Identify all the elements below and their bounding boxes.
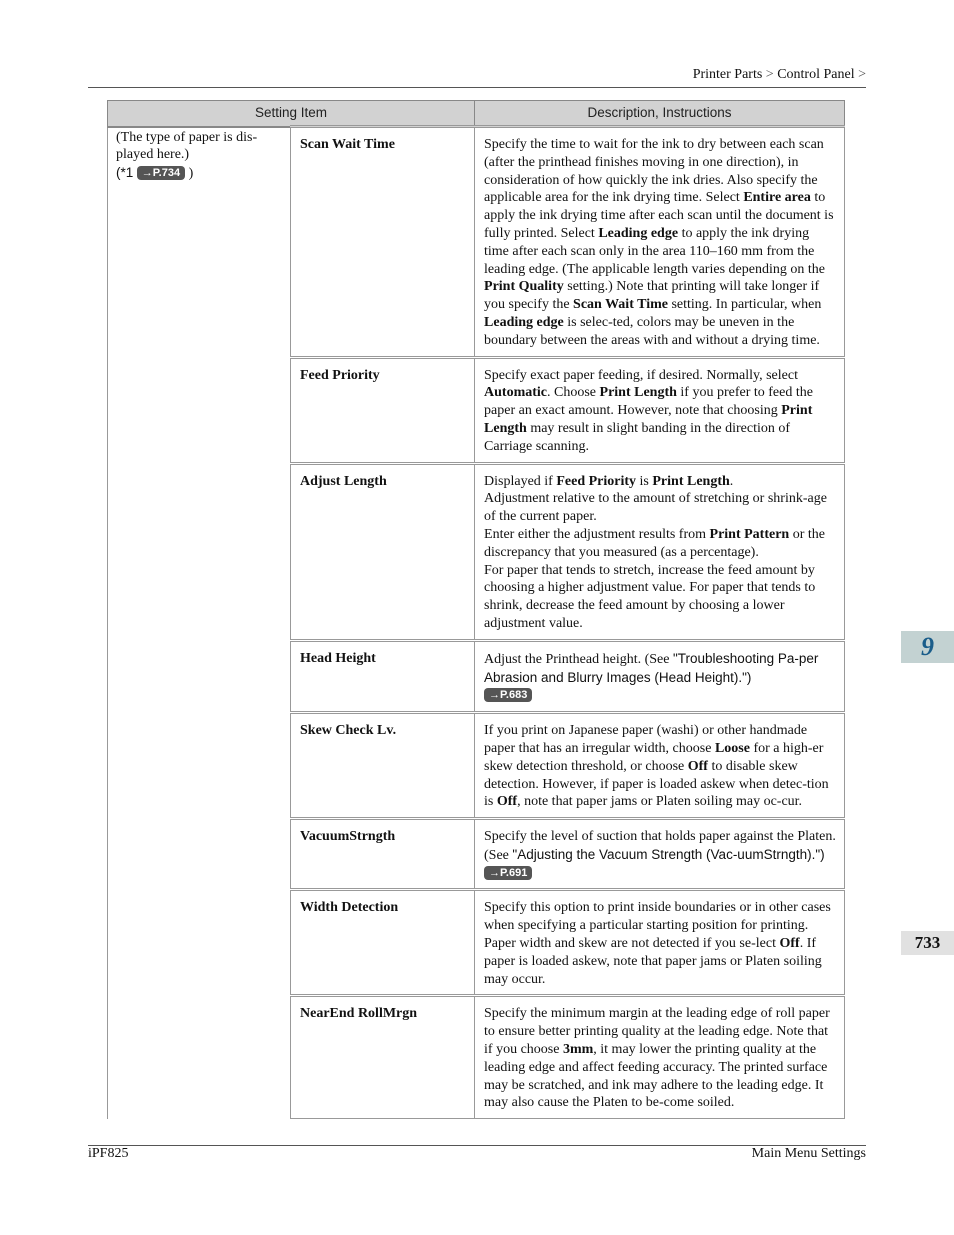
table-header-row <box>108 101 845 127</box>
breadcrumb-control-panel[interactable]: Control Panel <box>777 67 855 82</box>
setting-desc-feed-priority <box>475 357 845 463</box>
option-3mm: 3mm <box>562 1042 594 1058</box>
option-print-length: Print Length <box>484 403 813 436</box>
option-off: Off <box>496 794 518 810</box>
page-ref-badge[interactable]: →P.734 <box>137 166 185 180</box>
desc-line: For paper that tends to stretch, increase the feed amount by choosing a higher adjustment value. For paper that tends to shrink, decrease the feed amount by choosing a lower adjustment value. <box>484 562 816 631</box>
setting-name-scan-wait-time: Scan Wait Time <box>291 127 475 358</box>
setting-name-adjust-length: Adjust Length <box>291 463 475 640</box>
option-print-length: Print Length <box>652 473 730 489</box>
setting-feed-priority: Feed Priority <box>556 473 637 489</box>
breadcrumb <box>693 67 866 83</box>
desc-line <box>484 473 836 491</box>
setting-name-width-detection: Width Detection <box>291 890 475 996</box>
setting-desc-skew-check-lv <box>475 713 845 819</box>
column-header-setting-item: Setting Item <box>108 101 475 127</box>
page-ref-badge[interactable]: →P.683 <box>484 688 532 702</box>
note-prefix: (*1 <box>116 165 134 181</box>
table-row <box>108 127 845 358</box>
desc-text: Displayed if <box>484 473 557 489</box>
desc-text: Specify this option to print inside boundaries or in other cases when specifying a particular starting position for printing. Paper width and skew are not detected if you se-lect <box>484 900 831 952</box>
desc-text: to disable skew detection. However, if paper is loaded askew when detec-tion is <box>484 758 829 810</box>
desc-text: , it may lower the printing quality at the leading edge and affect feeding accuracy. The printed surface may be scratched, and ink may adhere to the leading edge. It may also cause the Platen to be-come soiled. <box>484 1042 828 1111</box>
option-print-pattern: Print Pattern <box>709 526 790 542</box>
option-loose: Loose <box>714 740 750 756</box>
desc-text: . <box>729 473 734 489</box>
paper-type-note <box>116 164 282 183</box>
desc-text: Specify exact paper feeding, if desired. Normally, select <box>484 367 798 383</box>
setting-scan-wait-time: Scan Wait Time <box>573 297 668 313</box>
setting-name-nearend-rollmrgn: NearEnd RollMrgn <box>291 996 475 1119</box>
desc-text: Specify the time to wait for the ink to dry between each scan (after the printhead finishes moving in one direction), in consideration of how quickly the ink dries. Also specify the applicable area for the ink drying time. Select <box>484 137 824 206</box>
setting-desc-head-height <box>475 640 845 712</box>
desc-text: , note that paper jams or Platen soiling may oc-cur. <box>517 794 803 810</box>
footer-section: Main Menu Settings <box>751 1146 866 1161</box>
option-print-length: Print Length <box>599 385 677 401</box>
breadcrumb-separator: > <box>858 67 866 82</box>
desc-text: If you print on Japanese paper (washi) or other handmade paper that has an irregular width, choose <box>484 723 808 756</box>
page-ref-badge[interactable]: →P.691 <box>484 866 532 880</box>
cross-reference-link[interactable]: "Troubleshooting Pa-per Abrasion and Blurry Images (Head Height).") <box>484 650 819 685</box>
desc-text: Specify the level of suction that holds paper against the Platen. (See <box>484 829 836 863</box>
breadcrumb-separator: > <box>765 67 774 82</box>
setting-name-skew-check-lv: Skew Check Lv. <box>291 713 475 819</box>
setting-desc-adjust-length <box>475 463 845 640</box>
desc-text: Adjust the Printhead height. (See <box>484 651 673 667</box>
page-number-tab: 733 <box>901 931 954 955</box>
desc-text: if you prefer to feed the paper an exact amount. However, note that choosing <box>484 385 813 419</box>
setting-name-feed-priority: Feed Priority <box>291 357 475 463</box>
desc-text: for a high-er skew detection threshold, or choose <box>484 740 824 774</box>
desc-text: is <box>636 473 653 489</box>
cross-reference-link[interactable]: "Adjusting the Vacuum Strength (Vac-uumStrngth).") <box>512 846 825 862</box>
breadcrumb-printer-parts[interactable]: Printer Parts <box>692 67 763 82</box>
setting-desc-nearend-rollmrgn <box>475 996 845 1119</box>
option-leading-edge: Leading edge <box>484 314 564 330</box>
setting-print-quality: Print Quality <box>484 279 564 295</box>
footer-rule <box>88 1145 866 1146</box>
note-suffix: ) <box>188 166 194 182</box>
option-off: Off <box>779 936 800 952</box>
setting-desc-width-detection <box>475 890 845 996</box>
desc-text: to apply the ink drying time after each scan only in the area 110–160 mm from the leading edge. (The applicable length varies depending on the <box>484 225 825 277</box>
footer-model: iPF825 <box>88 1146 129 1161</box>
chapter-tab[interactable]: 9 <box>901 631 954 663</box>
desc-text: . Choose <box>547 385 600 401</box>
desc-text: may result in slight banding in the direction of Carriage scanning. <box>484 420 791 454</box>
desc-text: . If paper is loaded askew, note that paper jams or Platen soiling may occur. <box>484 936 822 987</box>
setting-desc-scan-wait-time <box>475 127 845 358</box>
setting-name-head-height: Head Height <box>291 640 475 712</box>
setting-desc-vacuum-strength <box>475 819 845 890</box>
paper-type-group-cell <box>108 127 291 1119</box>
desc-line: Adjustment relative to the amount of stretching or shrink-age of the current paper. <box>484 491 827 525</box>
desc-text: Enter either the adjustment results from <box>484 526 710 542</box>
desc-text: is selec-ted, colors may be uneven in the boundary between the areas with and without a drying time. <box>484 314 820 348</box>
header-rule <box>88 87 866 88</box>
desc-text: setting. In particular, when <box>667 297 822 313</box>
column-header-description: Description, Instructions <box>475 101 845 127</box>
desc-line <box>484 526 836 562</box>
option-leading-edge: Leading edge <box>598 225 679 241</box>
option-off: Off <box>687 758 708 774</box>
setting-name-vacuum-strength: VacuumStrngth <box>291 819 475 890</box>
desc-text: to apply the ink drying time after each scan until the document is fully printed. Select <box>484 190 834 241</box>
paper-type-label: (The type of paper is dis-played here.) <box>116 129 258 163</box>
desc-text: Specify the minimum margin at the leading edge of roll paper to ensure better printing quality at the leading edge. Note that if you choose <box>484 1006 830 1058</box>
settings-table <box>107 100 845 1119</box>
desc-text: or the discrepancy that you measured (as a percentage). <box>484 526 825 560</box>
option-automatic: Automatic <box>484 385 548 401</box>
desc-text: setting.) Note that printing will take longer if you specify the <box>484 279 820 313</box>
option-entire-area: Entire area <box>743 190 811 206</box>
